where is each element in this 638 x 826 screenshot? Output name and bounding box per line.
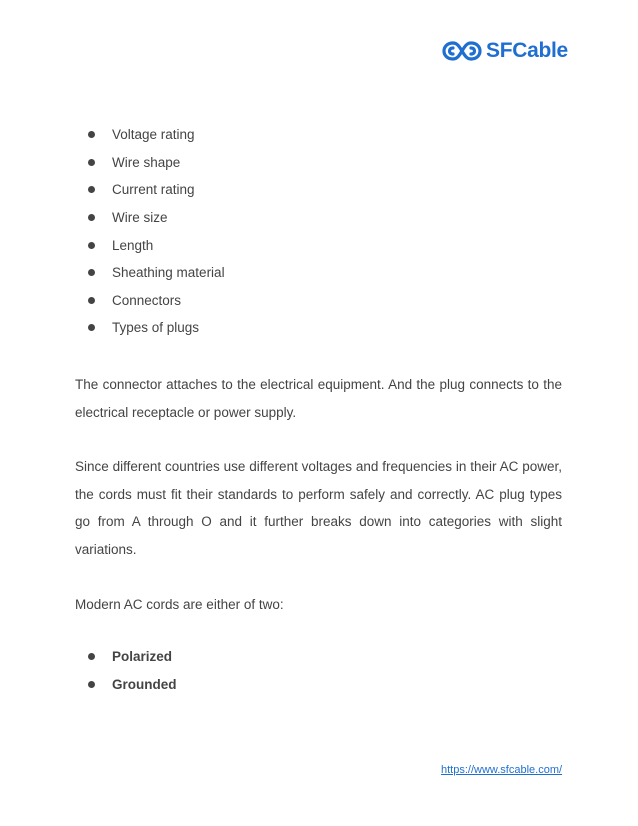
list-item: Length — [88, 231, 568, 259]
paragraph-modern-cords: Modern AC cords are either of two: — [75, 597, 284, 612]
paragraph-connector: The connector attaches to the electrical equipment. And the plug connects to the electrical receptacle or power supply. — [75, 377, 562, 420]
bullet-icon — [88, 131, 95, 138]
sfcable-logo — [441, 38, 568, 64]
list-item: Grounded — [88, 671, 568, 699]
list-item: Polarized — [88, 643, 568, 671]
list-item: Connectors — [88, 287, 568, 315]
list-item: Voltage rating — [88, 121, 568, 149]
bullet-icon — [88, 269, 95, 276]
list-item: Wire size — [88, 204, 568, 232]
paragraph-standards: Since different countries use different voltages and frequencies in their AC power, the cords must fit their standards to perform safely and correctly. AC plug types go from A through O and it further breaks down into categories with slight variations. — [75, 459, 562, 557]
list-item: Sheathing material — [88, 259, 568, 287]
cord-type-list — [88, 643, 568, 698]
list-item: Current rating — [88, 176, 568, 204]
bullet-icon — [88, 653, 95, 660]
logo-text: SFCable — [486, 39, 568, 62]
cable-link-icon — [441, 38, 483, 64]
feature-list — [88, 121, 568, 342]
bullet-icon — [88, 214, 95, 221]
bullet-icon — [88, 186, 95, 193]
bullet-icon — [88, 159, 95, 166]
bullet-icon — [88, 297, 95, 304]
bullet-icon — [88, 242, 95, 249]
list-item: Wire shape — [88, 149, 568, 177]
bullet-icon — [88, 681, 95, 688]
bullet-icon — [88, 324, 95, 331]
footer-url-link[interactable]: https://www.sfcable.com/ — [441, 764, 563, 776]
list-item: Types of plugs — [88, 314, 568, 342]
